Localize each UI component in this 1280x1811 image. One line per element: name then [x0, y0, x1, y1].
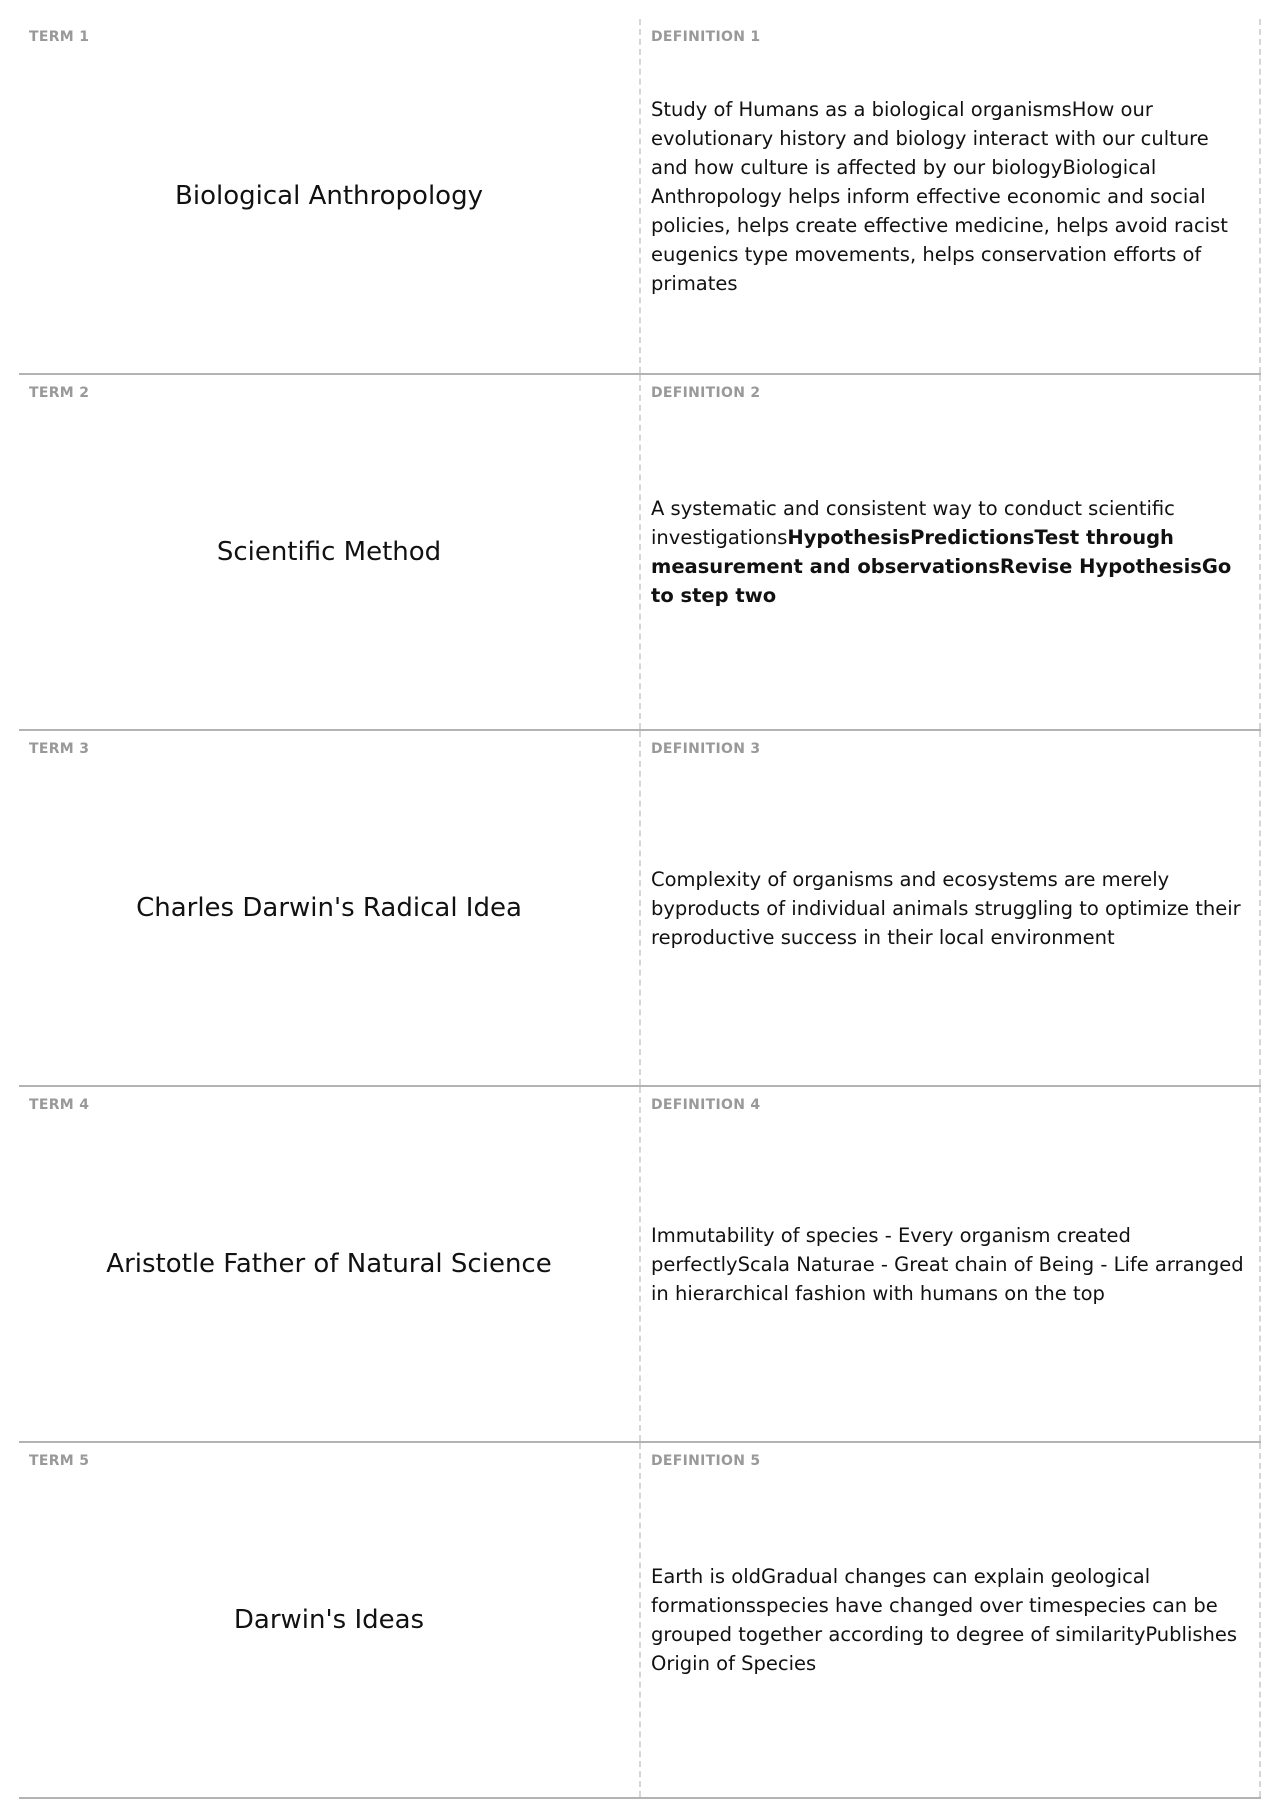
term-label: TERM 3	[29, 741, 90, 757]
term-cell	[19, 1443, 641, 1797]
definition-label: DEFINITION 2	[651, 385, 761, 401]
definition-label: DEFINITION 3	[651, 741, 761, 757]
flashcard-row	[19, 375, 1261, 731]
flashcard-row	[19, 731, 1261, 1087]
term-text: Darwin's Ideas	[233, 1605, 425, 1635]
definition-cell	[641, 375, 1261, 729]
flashcard-sheet	[19, 19, 1261, 1799]
term-cell	[19, 19, 641, 373]
definition-cell	[641, 731, 1261, 1085]
flashcard-row	[19, 1443, 1261, 1799]
definition-bold-text: HypothesisPredictionsTest through measurement and observationsRevise HypothesisGo to step two	[651, 526, 1232, 607]
definition-label: DEFINITION 1	[651, 29, 761, 45]
term-label: TERM 2	[29, 385, 90, 401]
definition-plain-text: A systematic and consistent way to conduct scientific investigations	[651, 497, 1175, 549]
term-cell	[19, 731, 641, 1085]
term-cell	[19, 1087, 641, 1441]
flashcard-row	[19, 19, 1261, 375]
term-text: Scientific Method	[216, 537, 442, 567]
definition-plain-text: Complexity of organisms and ecosystems are merely byproducts of individual animals struggling to optimize their reproductive success in their local environment	[651, 867, 1241, 949]
definition-plain-text: Earth is oldGradual changes can explain geological formationsspecies have changed over timespecies can be grouped together according to degree of similarityPublishes Origin of Species	[651, 1565, 1238, 1675]
definition-label: DEFINITION 4	[651, 1097, 761, 1113]
term-text: Biological Anthropology	[175, 181, 483, 211]
definition-text	[651, 1562, 1247, 1678]
term-text: Charles Darwin's Radical Idea	[136, 893, 522, 923]
definition-label: DEFINITION 5	[651, 1453, 761, 1469]
definition-plain-text: Study of Humans as a biological organismsHow our evolutionary history and biology interact with our culture and how culture is affected by our biologyBiological Anthropology helps inform effective economic and social policies, helps create effective medicine, helps avoid racist eugenics type movements, helps conservation efforts of primates	[651, 97, 1228, 295]
definition-cell	[641, 1443, 1261, 1797]
definition-text	[651, 865, 1247, 952]
term-cell	[19, 375, 641, 729]
definition-text	[651, 494, 1247, 610]
flashcard-row	[19, 1087, 1261, 1443]
definition-plain-text: Immutability of species - Every organism created perfectlyScala Naturae - Great chain of Being - Life arranged in hierarchical fashion with humans on the top	[651, 1223, 1244, 1305]
term-label: TERM 4	[29, 1097, 90, 1113]
term-text: Aristotle Father of Natural Science	[106, 1249, 552, 1279]
definition-cell	[641, 19, 1261, 373]
term-label: TERM 1	[29, 29, 90, 45]
definition-text	[651, 95, 1247, 298]
term-label: TERM 5	[29, 1453, 90, 1469]
definition-text	[651, 1221, 1247, 1308]
definition-cell	[641, 1087, 1261, 1441]
